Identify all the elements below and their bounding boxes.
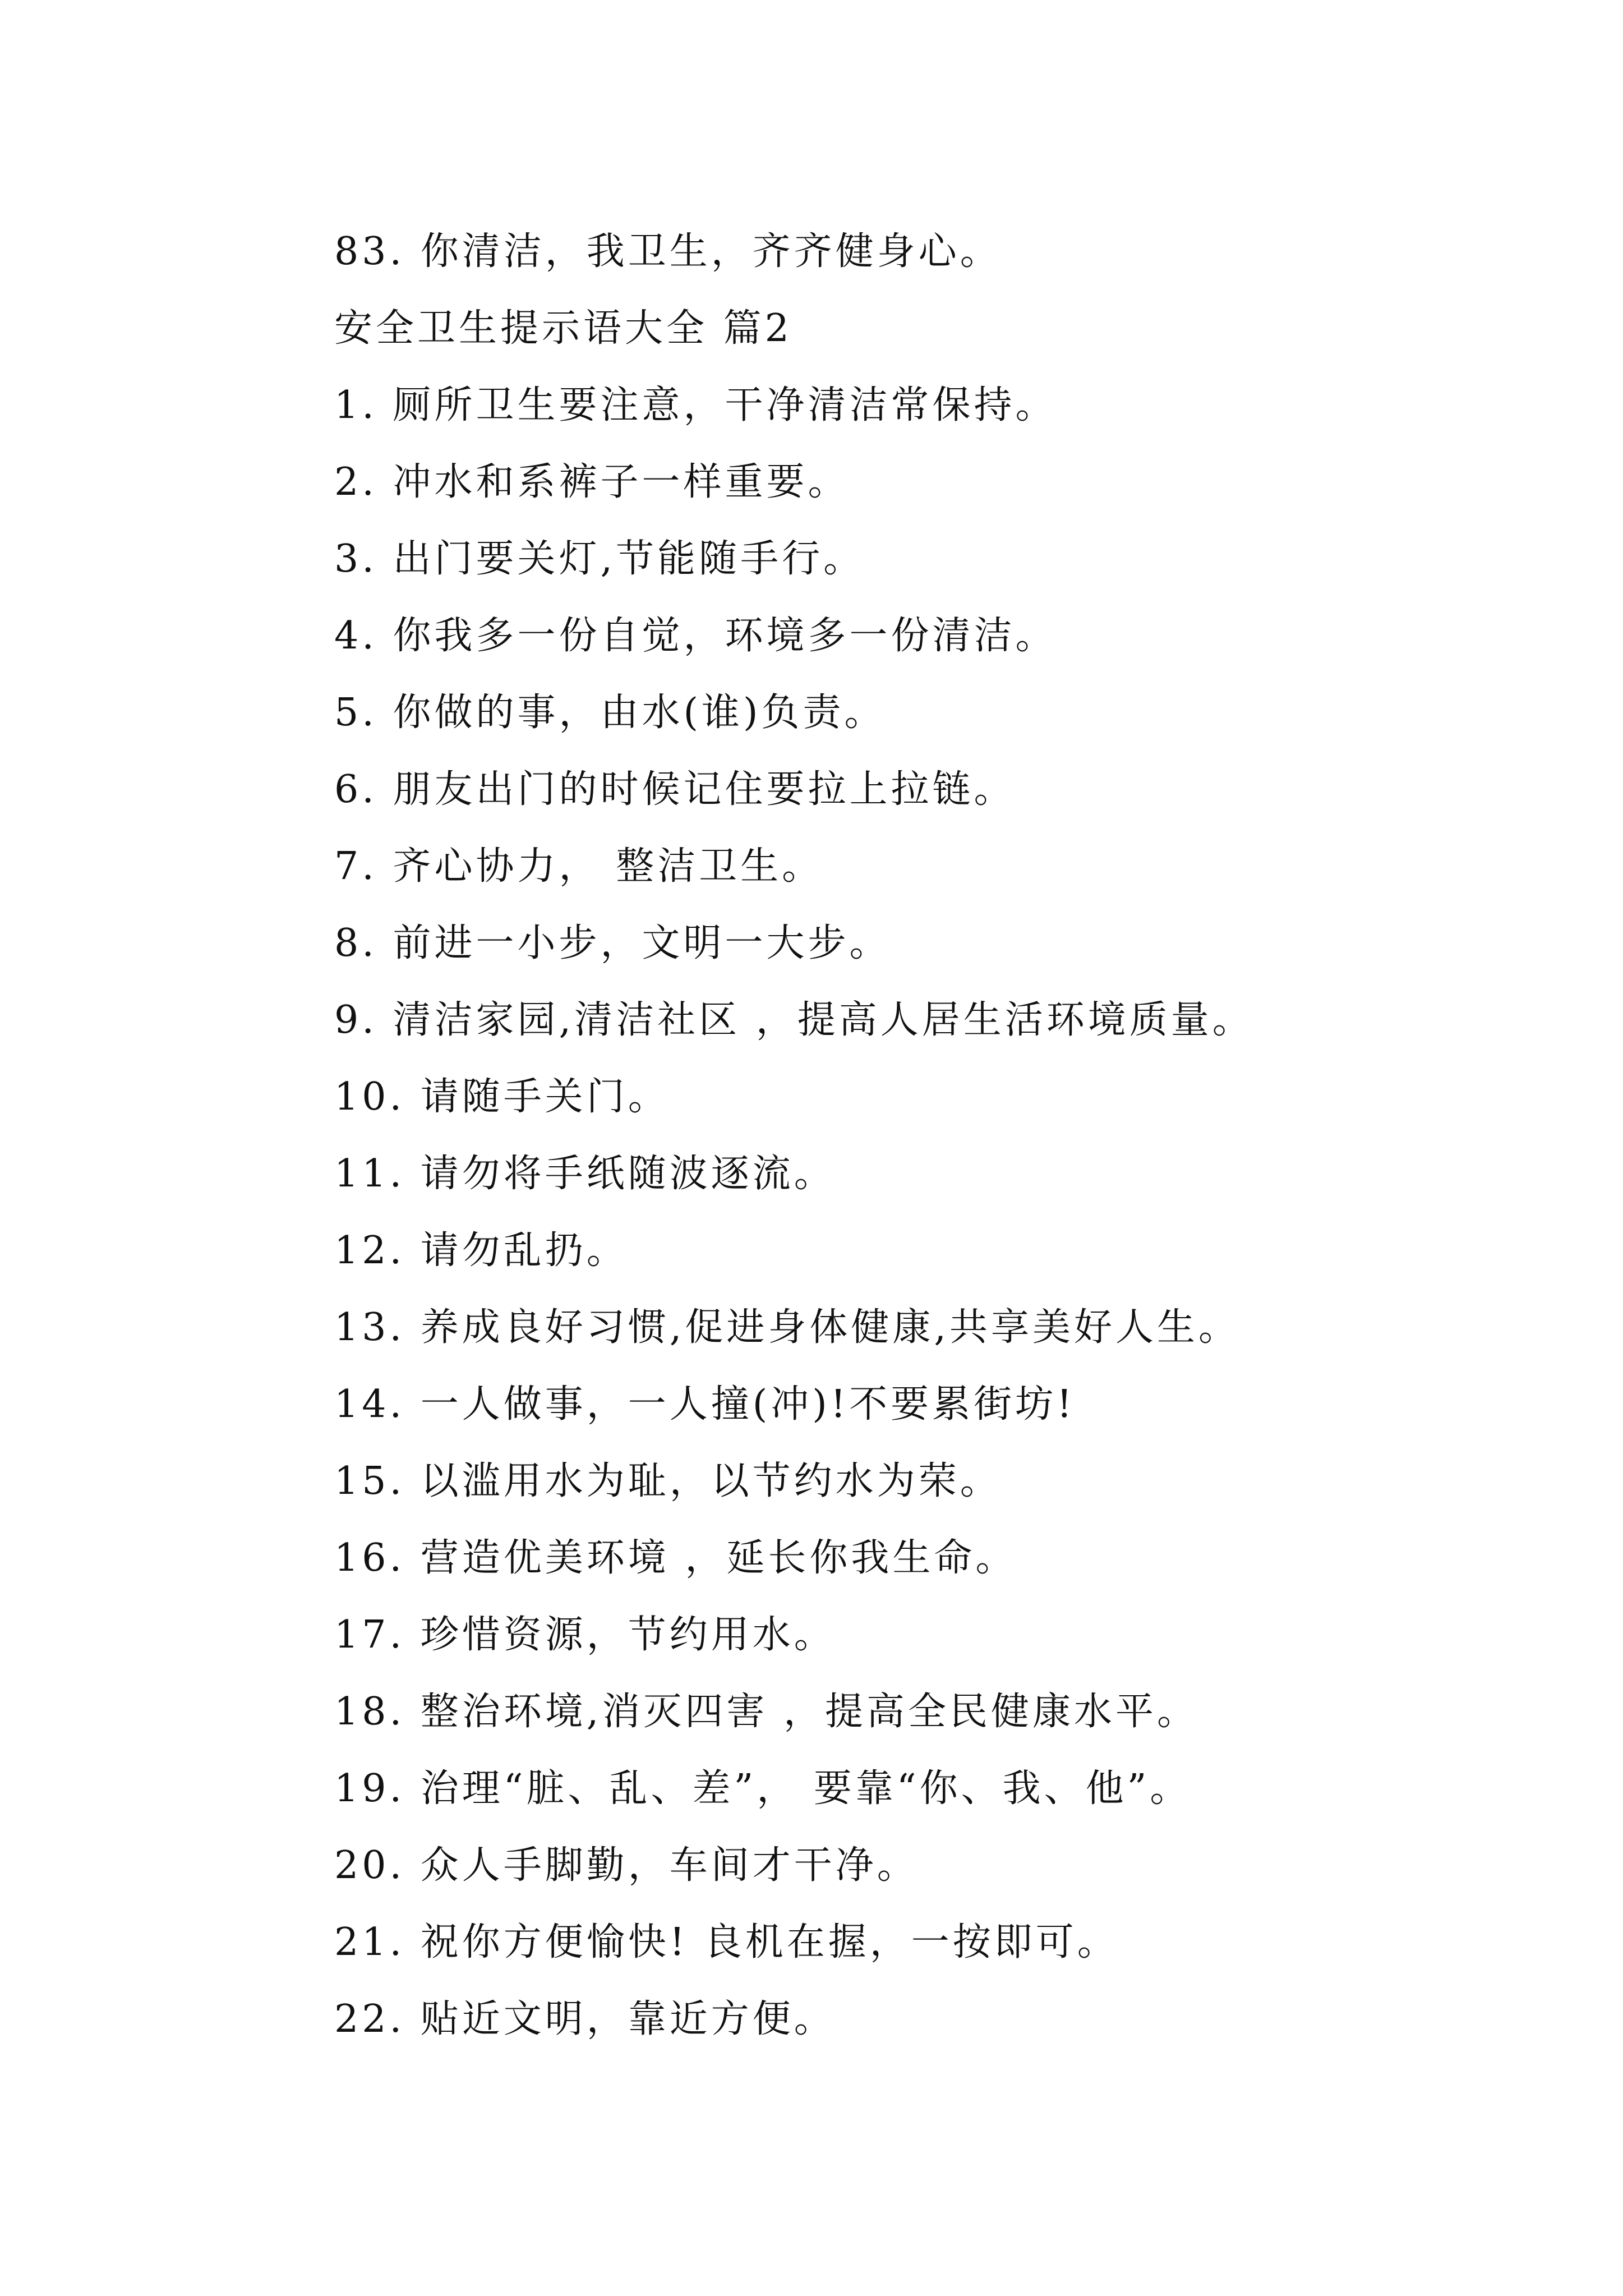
list-item-6: 6. 朋友出门的时候记住要拉上拉链。 <box>334 767 1016 812</box>
list-item-11: 11. 请勿将手纸随波逐流。 <box>334 1152 836 1196</box>
list-item-15: 15. 以滥用水为耻，以节约水为荣。 <box>334 1459 1002 1503</box>
section-heading: 安全卫生提示语大全 篇2 <box>334 306 792 351</box>
list-item-12: 12. 请勿乱扔。 <box>334 1228 628 1273</box>
document-body <box>334 213 1456 2058</box>
list-item-2: 2. 冲水和系裤子一样重要。 <box>334 460 850 504</box>
list-item-20: 20. 众人手脚勤，车间才干净。 <box>334 1843 919 1888</box>
list-item-5: 5. 你做的事，由水(谁)负责。 <box>334 691 886 735</box>
list-item-21: 21. 祝你方便愉快! 良机在握，一按即可。 <box>334 1920 1119 1964</box>
list-item-14: 14. 一人做事，一人撞(冲)!不要累街坊! <box>334 1382 1076 1427</box>
list-item-17: 17. 珍惜资源，节约用水。 <box>334 1613 836 1657</box>
list-item-3: 3. 出门要关灯,节能随手行。 <box>334 537 865 581</box>
list-item-18: 18. 整治环境,消灭四害 ，提高全民健康水平。 <box>334 1690 1198 1734</box>
list-item-1: 1. 厕所卫生要注意，干净清洁常保持。 <box>334 383 1057 427</box>
list-item-10: 10. 请随手关门。 <box>334 1075 670 1119</box>
list-item-16: 16. 营造优美环境 ，延长你我生命。 <box>334 1536 1017 1580</box>
list-item-83: 83. 你清洁，我卫生，齐齐健身心。 <box>334 229 1002 274</box>
list-item-4: 4. 你我多一份自觉，环境多一份清洁。 <box>334 614 1057 658</box>
list-item-19: 19. 治理“脏、乱、差”， 要靠“你、我、他”。 <box>334 1766 1192 1811</box>
list-item-9: 9. 清洁家园,清洁社区 ，提高人居生活环境质量。 <box>334 998 1254 1042</box>
list-item-7: 7. 齐心协力， 整洁卫生。 <box>334 844 824 889</box>
list-item-8: 8. 前进一小步，文明一大步。 <box>334 921 891 965</box>
list-item-13: 13. 养成良好习惯,促进身体健康,共享美好人生。 <box>334 1305 1240 1350</box>
list-item-22: 22. 贴近文明，靠近方便。 <box>334 1997 836 2041</box>
